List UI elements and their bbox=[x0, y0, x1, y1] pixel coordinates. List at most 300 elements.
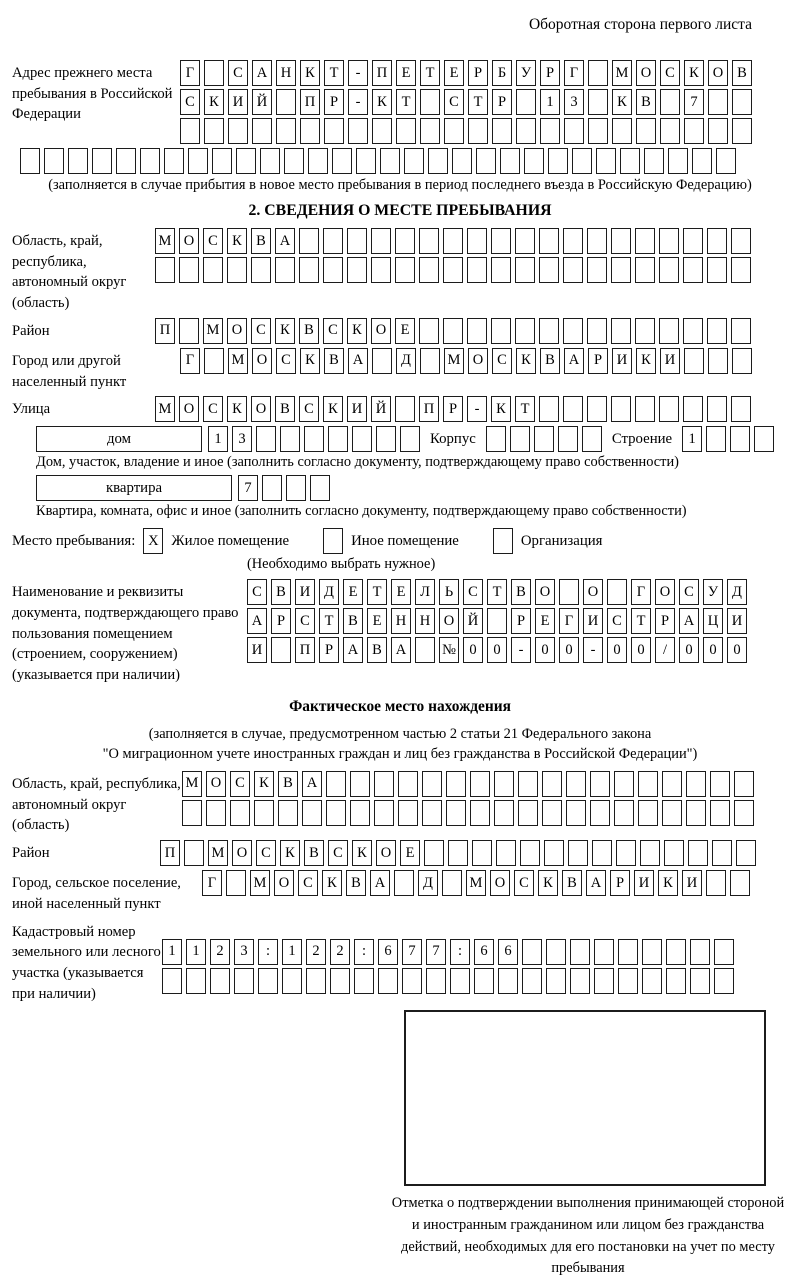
char-box[interactable] bbox=[494, 771, 514, 797]
char-box[interactable]: А bbox=[343, 637, 363, 663]
char-box[interactable]: О bbox=[274, 870, 294, 896]
char-box[interactable] bbox=[542, 771, 562, 797]
char-box[interactable] bbox=[446, 771, 466, 797]
char-box[interactable] bbox=[44, 148, 64, 174]
char-box[interactable] bbox=[282, 968, 302, 994]
char-box[interactable] bbox=[659, 396, 679, 422]
char-box[interactable] bbox=[714, 939, 734, 965]
char-box[interactable] bbox=[278, 800, 298, 826]
char-box[interactable] bbox=[68, 148, 88, 174]
char-box[interactable] bbox=[684, 118, 704, 144]
char-box[interactable]: С bbox=[251, 318, 271, 344]
char-box[interactable] bbox=[256, 426, 276, 452]
char-box[interactable] bbox=[640, 840, 660, 866]
char-box[interactable] bbox=[563, 257, 583, 283]
char-box[interactable] bbox=[690, 939, 710, 965]
char-box[interactable] bbox=[398, 800, 418, 826]
char-box[interactable] bbox=[614, 800, 634, 826]
char-box[interactable]: О bbox=[583, 579, 603, 605]
char-box[interactable] bbox=[356, 148, 376, 174]
char-box[interactable]: С bbox=[328, 840, 348, 866]
char-box[interactable]: - bbox=[583, 637, 603, 663]
char-box[interactable]: Й bbox=[463, 608, 483, 634]
char-box[interactable] bbox=[659, 228, 679, 254]
char-box[interactable] bbox=[372, 348, 392, 374]
char-box[interactable]: И bbox=[583, 608, 603, 634]
char-box[interactable] bbox=[179, 318, 199, 344]
char-box[interactable] bbox=[492, 118, 512, 144]
char-box[interactable]: П bbox=[160, 840, 180, 866]
char-box[interactable] bbox=[228, 118, 248, 144]
char-box[interactable] bbox=[252, 118, 272, 144]
char-box[interactable]: О bbox=[535, 579, 555, 605]
char-box[interactable] bbox=[500, 148, 520, 174]
char-box[interactable]: 2 bbox=[330, 939, 350, 965]
char-box[interactable] bbox=[467, 257, 487, 283]
char-box[interactable] bbox=[706, 870, 726, 896]
char-box[interactable]: 6 bbox=[474, 939, 494, 965]
char-box[interactable] bbox=[666, 939, 686, 965]
char-box[interactable]: К bbox=[636, 348, 656, 374]
char-box[interactable]: И bbox=[727, 608, 747, 634]
char-box[interactable] bbox=[587, 318, 607, 344]
char-box[interactable] bbox=[692, 148, 712, 174]
char-box[interactable] bbox=[236, 148, 256, 174]
char-box[interactable] bbox=[706, 426, 726, 452]
char-box[interactable] bbox=[284, 148, 304, 174]
char-box[interactable] bbox=[660, 118, 680, 144]
char-box[interactable] bbox=[467, 228, 487, 254]
char-box[interactable]: Г bbox=[631, 579, 651, 605]
char-box[interactable]: Р bbox=[319, 637, 339, 663]
char-box[interactable] bbox=[280, 426, 300, 452]
char-box[interactable] bbox=[660, 89, 680, 115]
char-box[interactable]: 7 bbox=[402, 939, 422, 965]
char-box[interactable]: П bbox=[300, 89, 320, 115]
char-box[interactable]: О bbox=[251, 396, 271, 422]
char-box[interactable] bbox=[374, 771, 394, 797]
char-box[interactable]: С bbox=[256, 840, 276, 866]
char-box[interactable] bbox=[566, 771, 586, 797]
char-box[interactable]: В bbox=[275, 396, 295, 422]
char-box[interactable] bbox=[326, 800, 346, 826]
char-box[interactable]: Р bbox=[511, 608, 531, 634]
char-box[interactable]: 7 bbox=[426, 939, 446, 965]
char-box[interactable]: - bbox=[348, 60, 368, 86]
char-box[interactable]: О bbox=[468, 348, 488, 374]
char-box[interactable]: И bbox=[634, 870, 654, 896]
char-box[interactable] bbox=[515, 318, 535, 344]
char-box[interactable] bbox=[470, 771, 490, 797]
char-box[interactable] bbox=[736, 840, 756, 866]
char-box[interactable] bbox=[371, 228, 391, 254]
char-box[interactable] bbox=[710, 771, 730, 797]
char-box[interactable] bbox=[707, 257, 727, 283]
char-box[interactable] bbox=[204, 60, 224, 86]
char-box[interactable] bbox=[395, 228, 415, 254]
char-box[interactable] bbox=[372, 118, 392, 144]
char-box[interactable] bbox=[155, 257, 175, 283]
char-box[interactable] bbox=[442, 870, 462, 896]
char-box[interactable] bbox=[203, 257, 223, 283]
char-box[interactable] bbox=[635, 228, 655, 254]
char-box[interactable] bbox=[635, 396, 655, 422]
char-box[interactable] bbox=[422, 771, 442, 797]
char-box[interactable] bbox=[420, 89, 440, 115]
char-box[interactable]: С bbox=[295, 608, 315, 634]
char-box[interactable] bbox=[644, 148, 664, 174]
char-box[interactable]: С bbox=[203, 396, 223, 422]
char-box[interactable] bbox=[587, 396, 607, 422]
char-box[interactable]: Е bbox=[391, 579, 411, 605]
char-box[interactable] bbox=[710, 800, 730, 826]
char-box[interactable]: С bbox=[463, 579, 483, 605]
char-box[interactable] bbox=[254, 800, 274, 826]
char-box[interactable]: К bbox=[538, 870, 558, 896]
char-box[interactable] bbox=[570, 968, 590, 994]
char-box[interactable]: М bbox=[466, 870, 486, 896]
char-box[interactable] bbox=[419, 257, 439, 283]
char-box[interactable]: О bbox=[490, 870, 510, 896]
char-box[interactable] bbox=[276, 118, 296, 144]
char-box[interactable]: : bbox=[450, 939, 470, 965]
char-box[interactable]: К bbox=[516, 348, 536, 374]
char-box[interactable] bbox=[734, 800, 754, 826]
char-box[interactable] bbox=[180, 118, 200, 144]
char-box[interactable] bbox=[350, 800, 370, 826]
char-box[interactable] bbox=[611, 318, 631, 344]
char-box[interactable]: К bbox=[280, 840, 300, 866]
char-box[interactable] bbox=[708, 89, 728, 115]
char-box[interactable] bbox=[348, 118, 368, 144]
char-box[interactable] bbox=[618, 968, 638, 994]
char-box[interactable] bbox=[260, 148, 280, 174]
char-box[interactable] bbox=[400, 426, 420, 452]
char-box[interactable] bbox=[426, 968, 446, 994]
char-box[interactable]: С bbox=[276, 348, 296, 374]
char-box[interactable] bbox=[563, 318, 583, 344]
char-box[interactable] bbox=[374, 800, 394, 826]
char-box[interactable] bbox=[186, 968, 206, 994]
char-box[interactable] bbox=[204, 118, 224, 144]
char-box[interactable] bbox=[684, 348, 704, 374]
char-box[interactable]: А bbox=[586, 870, 606, 896]
char-box[interactable] bbox=[302, 800, 322, 826]
char-box[interactable]: Р bbox=[468, 60, 488, 86]
char-box[interactable] bbox=[394, 870, 414, 896]
char-box[interactable] bbox=[330, 968, 350, 994]
char-box[interactable] bbox=[376, 426, 396, 452]
char-box[interactable] bbox=[563, 228, 583, 254]
char-box[interactable] bbox=[271, 637, 291, 663]
char-box[interactable]: Н bbox=[391, 608, 411, 634]
char-box[interactable]: Е bbox=[400, 840, 420, 866]
char-box[interactable] bbox=[300, 118, 320, 144]
char-box[interactable]: А bbox=[275, 228, 295, 254]
char-box[interactable]: В bbox=[304, 840, 324, 866]
char-box[interactable] bbox=[690, 968, 710, 994]
char-box[interactable] bbox=[546, 968, 566, 994]
char-box[interactable] bbox=[516, 89, 536, 115]
char-box[interactable] bbox=[515, 257, 535, 283]
char-box[interactable] bbox=[230, 800, 250, 826]
char-box[interactable]: С bbox=[298, 870, 318, 896]
char-box[interactable]: О bbox=[206, 771, 226, 797]
char-box[interactable]: М bbox=[203, 318, 223, 344]
char-box[interactable] bbox=[712, 840, 732, 866]
char-box[interactable]: 0 bbox=[487, 637, 507, 663]
char-box[interactable] bbox=[395, 257, 415, 283]
char-box[interactable]: С bbox=[444, 89, 464, 115]
char-box[interactable] bbox=[350, 771, 370, 797]
char-box[interactable] bbox=[452, 148, 472, 174]
char-box[interactable] bbox=[380, 148, 400, 174]
char-box[interactable] bbox=[510, 426, 530, 452]
char-box[interactable]: К bbox=[352, 840, 372, 866]
char-box[interactable] bbox=[731, 228, 751, 254]
char-box[interactable] bbox=[683, 318, 703, 344]
char-box[interactable] bbox=[347, 228, 367, 254]
char-box[interactable]: Р bbox=[324, 89, 344, 115]
char-box[interactable] bbox=[683, 228, 703, 254]
char-box[interactable] bbox=[468, 118, 488, 144]
char-box[interactable] bbox=[659, 257, 679, 283]
char-box[interactable]: 6 bbox=[378, 939, 398, 965]
char-box[interactable] bbox=[596, 148, 616, 174]
char-box[interactable]: К bbox=[227, 396, 247, 422]
char-box[interactable]: - bbox=[511, 637, 531, 663]
char-box[interactable] bbox=[707, 318, 727, 344]
char-box[interactable] bbox=[534, 426, 554, 452]
char-box[interactable]: П bbox=[419, 396, 439, 422]
char-box[interactable]: Е bbox=[395, 318, 415, 344]
char-box[interactable] bbox=[518, 800, 538, 826]
char-box[interactable] bbox=[612, 118, 632, 144]
char-box[interactable]: 6 bbox=[498, 939, 518, 965]
char-box[interactable] bbox=[732, 348, 752, 374]
char-box[interactable]: 0 bbox=[535, 637, 555, 663]
char-box[interactable]: О bbox=[376, 840, 396, 866]
char-box[interactable] bbox=[415, 637, 435, 663]
char-box[interactable] bbox=[402, 968, 422, 994]
char-box[interactable] bbox=[371, 257, 391, 283]
char-box[interactable] bbox=[422, 800, 442, 826]
char-box[interactable]: Д bbox=[727, 579, 747, 605]
char-box[interactable]: Д bbox=[418, 870, 438, 896]
char-box[interactable] bbox=[332, 148, 352, 174]
char-box[interactable] bbox=[588, 118, 608, 144]
char-box[interactable] bbox=[140, 148, 160, 174]
char-box[interactable] bbox=[594, 968, 614, 994]
char-box[interactable] bbox=[328, 426, 348, 452]
char-box[interactable]: С bbox=[230, 771, 250, 797]
char-box[interactable]: О bbox=[371, 318, 391, 344]
char-box[interactable]: Е bbox=[444, 60, 464, 86]
char-box[interactable] bbox=[347, 257, 367, 283]
char-box[interactable] bbox=[448, 840, 468, 866]
char-box[interactable]: К bbox=[658, 870, 678, 896]
char-box[interactable] bbox=[472, 840, 492, 866]
char-box[interactable] bbox=[522, 968, 542, 994]
char-box[interactable]: О bbox=[179, 228, 199, 254]
char-box[interactable] bbox=[299, 257, 319, 283]
char-box[interactable]: А bbox=[348, 348, 368, 374]
char-box[interactable] bbox=[262, 475, 282, 501]
char-box[interactable]: Л bbox=[415, 579, 435, 605]
char-box[interactable]: Ц bbox=[703, 608, 723, 634]
char-box[interactable]: М bbox=[228, 348, 248, 374]
char-box[interactable]: А bbox=[391, 637, 411, 663]
char-box[interactable] bbox=[398, 771, 418, 797]
char-box[interactable] bbox=[522, 939, 542, 965]
char-box[interactable]: К bbox=[275, 318, 295, 344]
char-box[interactable]: 2 bbox=[306, 939, 326, 965]
char-box[interactable] bbox=[496, 840, 516, 866]
other-premises-checkbox[interactable] bbox=[323, 528, 343, 554]
char-box[interactable] bbox=[707, 228, 727, 254]
char-box[interactable]: 0 bbox=[463, 637, 483, 663]
char-box[interactable] bbox=[731, 396, 751, 422]
char-box[interactable] bbox=[419, 228, 439, 254]
char-box[interactable]: К bbox=[347, 318, 367, 344]
char-box[interactable]: М bbox=[250, 870, 270, 896]
char-box[interactable] bbox=[352, 426, 372, 452]
char-box[interactable]: Р bbox=[655, 608, 675, 634]
organization-checkbox[interactable] bbox=[493, 528, 513, 554]
char-box[interactable]: 3 bbox=[234, 939, 254, 965]
char-box[interactable]: 0 bbox=[727, 637, 747, 663]
char-box[interactable]: 1 bbox=[282, 939, 302, 965]
char-box[interactable]: А bbox=[679, 608, 699, 634]
residential-checkbox[interactable]: X bbox=[143, 528, 163, 554]
char-box[interactable] bbox=[638, 800, 658, 826]
char-box[interactable] bbox=[572, 148, 592, 174]
char-box[interactable]: С bbox=[299, 396, 319, 422]
char-box[interactable]: Е bbox=[343, 579, 363, 605]
char-box[interactable] bbox=[611, 396, 631, 422]
char-box[interactable]: В bbox=[271, 579, 291, 605]
char-box[interactable]: / bbox=[655, 637, 675, 663]
char-box[interactable]: В bbox=[562, 870, 582, 896]
char-box[interactable] bbox=[419, 318, 439, 344]
char-box[interactable] bbox=[664, 840, 684, 866]
char-box[interactable]: М bbox=[444, 348, 464, 374]
char-box[interactable] bbox=[540, 118, 560, 144]
char-box[interactable]: К bbox=[300, 60, 320, 86]
char-box[interactable] bbox=[206, 800, 226, 826]
char-box[interactable] bbox=[182, 800, 202, 826]
char-box[interactable] bbox=[666, 968, 686, 994]
char-box[interactable] bbox=[730, 426, 750, 452]
char-box[interactable] bbox=[636, 118, 656, 144]
char-box[interactable]: Т bbox=[468, 89, 488, 115]
char-box[interactable]: С bbox=[323, 318, 343, 344]
char-box[interactable]: И bbox=[660, 348, 680, 374]
char-box[interactable] bbox=[443, 228, 463, 254]
char-box[interactable]: 1 bbox=[186, 939, 206, 965]
char-box[interactable]: М bbox=[208, 840, 228, 866]
char-box[interactable]: Ь bbox=[439, 579, 459, 605]
char-box[interactable] bbox=[226, 870, 246, 896]
char-box[interactable]: В bbox=[540, 348, 560, 374]
char-box[interactable]: И bbox=[347, 396, 367, 422]
char-box[interactable]: И bbox=[295, 579, 315, 605]
char-box[interactable] bbox=[92, 148, 112, 174]
char-box[interactable] bbox=[548, 148, 568, 174]
char-box[interactable]: С bbox=[228, 60, 248, 86]
char-box[interactable]: С bbox=[679, 579, 699, 605]
char-box[interactable]: И bbox=[247, 637, 267, 663]
char-box[interactable]: О bbox=[439, 608, 459, 634]
char-box[interactable]: Р bbox=[271, 608, 291, 634]
char-box[interactable]: Г bbox=[202, 870, 222, 896]
char-box[interactable] bbox=[607, 579, 627, 605]
char-box[interactable]: Й bbox=[252, 89, 272, 115]
char-box[interactable]: Т bbox=[631, 608, 651, 634]
char-box[interactable]: А bbox=[564, 348, 584, 374]
char-box[interactable] bbox=[491, 228, 511, 254]
char-box[interactable]: В bbox=[367, 637, 387, 663]
char-box[interactable]: А bbox=[370, 870, 390, 896]
char-box[interactable] bbox=[708, 348, 728, 374]
char-box[interactable] bbox=[570, 939, 590, 965]
char-box[interactable] bbox=[732, 118, 752, 144]
char-box[interactable] bbox=[662, 771, 682, 797]
char-box[interactable]: П bbox=[155, 318, 175, 344]
char-box[interactable] bbox=[520, 840, 540, 866]
char-box[interactable]: О bbox=[232, 840, 252, 866]
char-box[interactable] bbox=[227, 257, 247, 283]
char-box[interactable]: К bbox=[227, 228, 247, 254]
char-box[interactable] bbox=[498, 968, 518, 994]
char-box[interactable]: 1 bbox=[540, 89, 560, 115]
char-box[interactable] bbox=[614, 771, 634, 797]
char-box[interactable] bbox=[470, 800, 490, 826]
char-box[interactable] bbox=[116, 148, 136, 174]
char-box[interactable] bbox=[487, 608, 507, 634]
char-box[interactable]: - bbox=[467, 396, 487, 422]
char-box[interactable]: 3 bbox=[232, 426, 252, 452]
char-box[interactable]: Г bbox=[180, 348, 200, 374]
char-box[interactable]: 7 bbox=[684, 89, 704, 115]
char-box[interactable]: 0 bbox=[631, 637, 651, 663]
char-box[interactable]: О bbox=[636, 60, 656, 86]
char-box[interactable] bbox=[659, 318, 679, 344]
char-box[interactable] bbox=[258, 968, 278, 994]
char-box[interactable]: № bbox=[439, 637, 459, 663]
char-box[interactable] bbox=[568, 840, 588, 866]
char-box[interactable] bbox=[524, 148, 544, 174]
char-box[interactable] bbox=[476, 148, 496, 174]
char-box[interactable] bbox=[683, 396, 703, 422]
char-box[interactable]: В bbox=[346, 870, 366, 896]
char-box[interactable]: О bbox=[179, 396, 199, 422]
char-box[interactable] bbox=[443, 318, 463, 344]
char-box[interactable] bbox=[618, 939, 638, 965]
char-box[interactable]: М bbox=[155, 228, 175, 254]
char-box[interactable] bbox=[642, 968, 662, 994]
char-box[interactable]: А bbox=[252, 60, 272, 86]
char-box[interactable]: Р bbox=[588, 348, 608, 374]
char-box[interactable] bbox=[179, 257, 199, 283]
char-box[interactable]: П bbox=[295, 637, 315, 663]
char-box[interactable] bbox=[620, 148, 640, 174]
char-box[interactable]: И bbox=[612, 348, 632, 374]
char-box[interactable] bbox=[587, 257, 607, 283]
char-box[interactable] bbox=[730, 870, 750, 896]
char-box[interactable] bbox=[716, 148, 736, 174]
char-box[interactable]: Р bbox=[610, 870, 630, 896]
